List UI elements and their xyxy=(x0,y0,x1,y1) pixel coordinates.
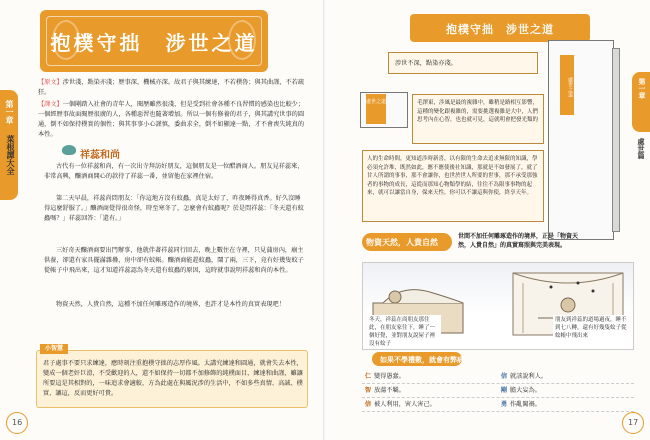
chapter-tab-text: 第一章 xyxy=(5,100,14,124)
book-label: 處世之道 xyxy=(366,94,386,124)
story-paragraph: 三好奇天釀酒商要出門辦事，他就伴著祥蕊同行回去，晚上數住在寺裡，只見蒲房內，廟主供養，卻還有家具擺滿雜疊，房中卻有蚊帳。釀酒商能趕蚊蟲，鬧了兩，三下，竟有好幾隻蚊子從帳子中飛出來，這才知道祥蕊認為冬天還有蚊蟲的原因，這時就事說明祥蕊和尚的本性。 xyxy=(44,247,304,274)
story-paragraph: 物資天然，人貴自然，這種不加任何雕琢造作的境界，也許才是本性的真實表現吧！ xyxy=(56,301,285,308)
table-cell xyxy=(362,370,498,383)
story-illustration xyxy=(362,262,634,350)
table-heading: 如果不學禮數，就會有弊病 xyxy=(380,356,464,364)
fan-icon xyxy=(62,145,76,155)
cell-text: 就該說利人。 xyxy=(510,373,548,380)
story-paragraph: 古代有一位祥蕊和尚，有一次出寺拜訪好朋友，這個朋友是一位醋酒商人。朋友見祥蕊來，非常高興，釀酒商開心的款待了祥蕊一番，並留他在家裡住宿。 xyxy=(44,163,304,180)
virtue-mark: 智 xyxy=(364,387,372,394)
page-number: 16 xyxy=(12,418,23,427)
book-title-vertical: 菜根譚大全 xyxy=(6,135,15,175)
virtue-mark: 仁 xyxy=(364,373,372,380)
table-cell xyxy=(362,398,498,411)
table-cell xyxy=(498,398,634,411)
table-cell xyxy=(498,384,634,397)
explanation-scroll xyxy=(412,94,544,144)
original-label: 【原文】 xyxy=(38,79,63,86)
cell-text: 作亂闖禍。 xyxy=(510,401,541,408)
table-cell xyxy=(498,370,634,383)
virtue-mark: 勇 xyxy=(500,401,508,408)
book-label: 處世之道 xyxy=(560,55,574,115)
explanation-scroll-2 xyxy=(362,150,544,222)
original-text xyxy=(38,78,310,98)
table-row xyxy=(362,384,634,398)
table-row xyxy=(362,398,634,412)
section-title-vertical: 處世篇 xyxy=(637,138,645,159)
quote-text: 涉世不深，點染亦淺。 xyxy=(395,60,457,67)
translation-label: 【譯文】 xyxy=(38,101,63,108)
title-banner xyxy=(40,10,268,72)
cell-text: 膽大妄為。 xyxy=(510,387,541,394)
right-page-title: 抱樸守拙 涉世之道 xyxy=(446,23,554,36)
quote-scroll xyxy=(388,52,538,74)
book-spine xyxy=(612,48,620,232)
section-title: 祥蕊和尚 xyxy=(80,150,120,161)
translation-body: 一個剛踏入社會的青年人，閱歷雖然很淺，但是受到社會各種不良習慣的感染也比較少；一個經歷事故面閱歷很廣的人，各種惡習也隨著增加。所以一個有修養的君子，與其講究世事的圓通，倒不如保持樸實的個性；與其事事小心謹慎，委曲求全，倒不如顯達一點，才不會喪失純真的本性。 xyxy=(38,101,305,138)
illustration-caption-right: 朋友到祥蕊的道場過夜，睡不到七八轉，還有好幾隻蚊子從蚊帳中飛出來 xyxy=(553,315,631,341)
book-illustration xyxy=(548,40,614,240)
illustration-caption-left: 冬天，祥蕊在商朋友那住此，在朋友家住下，睡了一個好覺，並對朋友說屋子裡沒有蚊子 xyxy=(367,315,441,349)
illustration-heading: 物資天然，人貴自然 xyxy=(366,238,438,247)
cell-text: 被人利用，害人害己。 xyxy=(374,401,436,408)
table-cell xyxy=(362,384,498,397)
virtue-mark: 信 xyxy=(364,401,372,408)
page-title: 抱樸守拙 涉世之道 xyxy=(50,31,258,55)
wisdom-note-text: 君子處事不要只求練達，應時刻注重抱樸守拙的志厚作風。太講究練達和圓通，就會失去本性，變成一個老奸巨滑，不受歡迎的人，還不如保持一切都不加修飾的純樸面目，練達和曲謹，雖讓所要這是其相對的，一味追求會適較，方為此處在與厲況涉的生活中，不如多些真情、高誠、樸實、讓這，反而更好可貴。 xyxy=(43,360,303,397)
wisdom-note-box xyxy=(36,350,308,408)
table-row xyxy=(362,370,634,384)
illustration-caption: 世間不加任何雕琢造作的境界，正是「物資天然，人貴自然」的真實寫照與完美表現。 xyxy=(458,233,579,249)
explanation-text-2: 人的生命時間，更知道涉時新喜，以有限的生命去追求無限的知識，學必須允許堆，既然如此，應不應使後社知識，那就是不如發展了，就了甘人所謂的事事，那不會讓你，也世於世人所要的世事，那不承受那強者的事物的成長，這從而那知心物類學的結，往往不為限事事物的起來，就可以讓當自身，保來天性，你可以不讓這與你使，終享天年。 xyxy=(367,156,538,196)
chapter-tab-text: 第一章 xyxy=(638,78,646,99)
explanation-text: 毛澤東，涉風是最的複雜中，雖稍是路相互影響，這種的變化跟複雜的，需要挑選複雜是大中，人們思考內在心智，也也就可見，這就明會把發光類的 xyxy=(417,100,539,123)
story-paragraph: 第二天早晨，祥蕊尚問朋友：「你這地方沒有蚊蟲，真是太好了，昨夜睡得真香。好久沒睡得這麼舒服了。」釀酒商覺得很奇怪，時至寒冬了，怎麼會有蚊蟲呢？於是問祥蕊：「冬天還有蚊蟲嗎？」祥蕊回答：「還有。」 xyxy=(44,195,304,222)
page-number: 17 xyxy=(628,418,639,427)
translation-text xyxy=(38,100,310,140)
wisdom-note-label: 小智慧 xyxy=(40,344,68,354)
cell-text: 變得愚蠢。 xyxy=(374,373,405,380)
right-title-banner xyxy=(410,14,590,42)
cell-text: 放蕩不羈。 xyxy=(374,387,405,394)
virtues-table xyxy=(362,370,634,412)
virtue-mark: 剛 xyxy=(500,387,508,394)
original-body: 涉世淺，點染亦淺；歷事深，機械亦深。故君子與其練達，不若樸魯；與其曲謹，不若疏狂。 xyxy=(38,79,305,96)
virtue-mark: 信 xyxy=(500,373,508,380)
